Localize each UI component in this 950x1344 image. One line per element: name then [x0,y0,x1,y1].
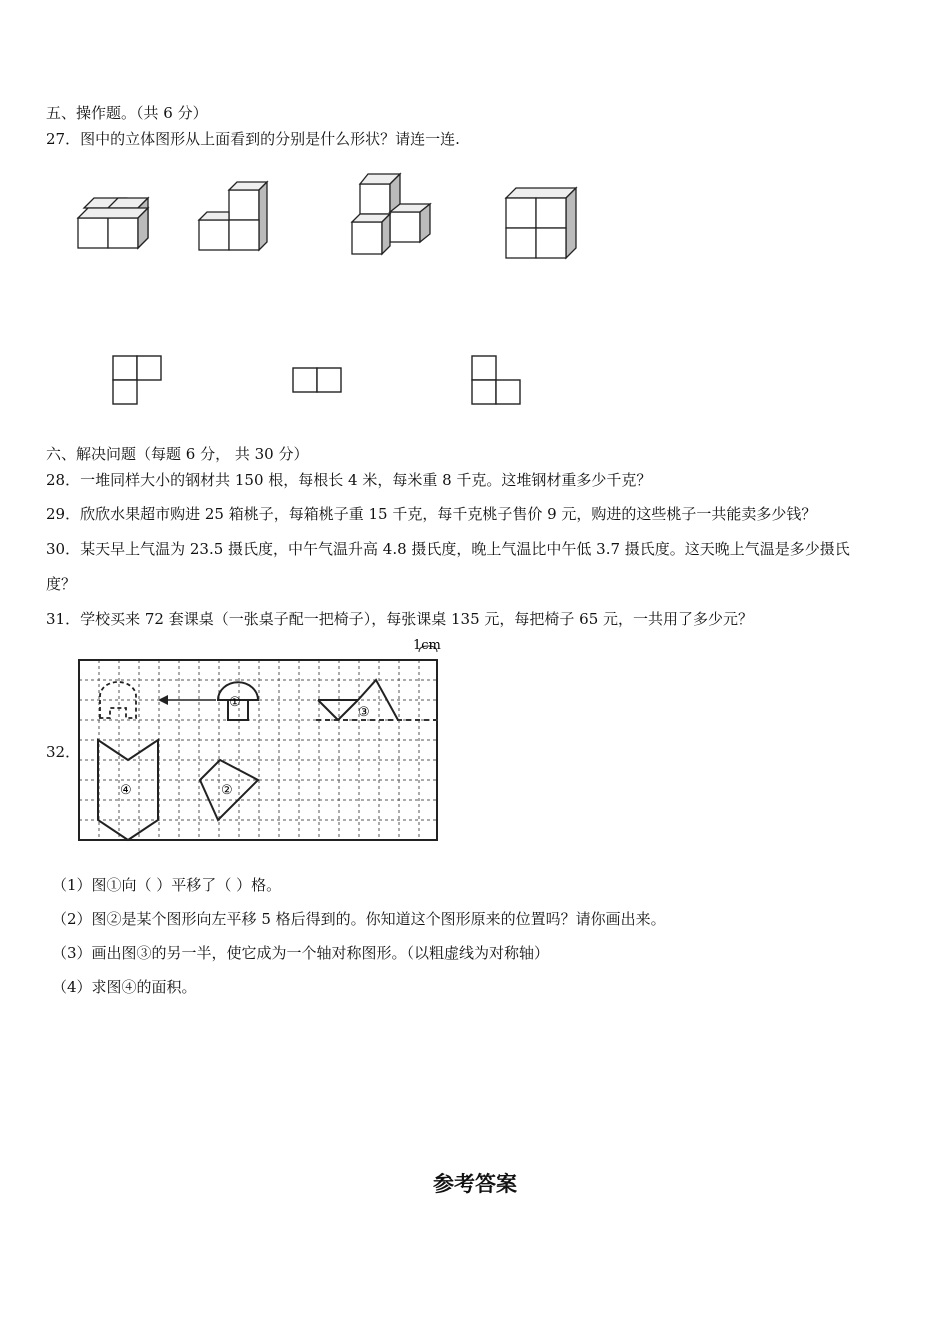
question-32-number: 32． [46,743,81,761]
top-view-1 [112,355,164,407]
question-27: 27．图中的立体图形从上面看到的分别是什么形状？请连一连. [46,130,460,148]
top-view-3 [471,355,523,407]
section-6-header: 六、解决问题（每题 6 分， 共 30 分） [46,445,309,463]
solid-figure-2 [197,180,277,260]
grid-lines [79,660,437,840]
shape-2-label: ② [221,783,233,798]
question-31: 31．学校买来 72 套课桌（一张桌子配一把椅子），每张课桌 135 元，每把椅子 65 元，一共用了多少元？ [46,610,754,628]
question-30-line2: 度？ [46,575,77,593]
solid-figure-1 [76,196,156,256]
question-28: 28．一堆同样大小的钢材共 150 根，每根长 4 米，每米重 8 千克。这堆钢材重多少千克？ [46,471,652,489]
shape-3-label: ③ [358,705,370,720]
question-29: 29．欣欣水果超市购进 25 箱桃子，每箱桃子重 15 千克，每千克桃子售价 9 元，购进的这些桃子一共能卖多少钱？ [46,505,817,523]
shape-1-label: ① [229,695,241,710]
question-32-part-1: （1）图①向（ ）平移了（ ）格。 [52,876,282,894]
shape-4-label: ④ [120,783,132,798]
solid-figure-4 [504,186,584,266]
section-5-header: 五、操作题。（共 6 分） [46,104,208,122]
grid-scale-label: 1cm [413,638,441,653]
solid-figure-3 [348,172,438,258]
question-32-part-4: （4）求图④的面积。 [52,978,197,996]
grid-figure [76,636,448,844]
top-view-2 [292,367,344,395]
question-32-part-2: （2）图②是某个图形向左平移 5 格后得到的。你知道这个图形原来的位置吗？请你画出来。 [52,910,666,928]
question-32-part-3: （3）画出图③的另一半，使它成为一个轴对称图形。（以粗虚线为对称轴） [52,944,550,962]
answer-title: 参考答案 [433,1172,517,1196]
question-30-line1: 30．某天早上气温为 23.5 摄氏度，中午气温升高 4.8 摄氏度，晚上气温比中午低 3.7 摄氏度。这天晚上气温是多少摄氏 [46,540,850,558]
